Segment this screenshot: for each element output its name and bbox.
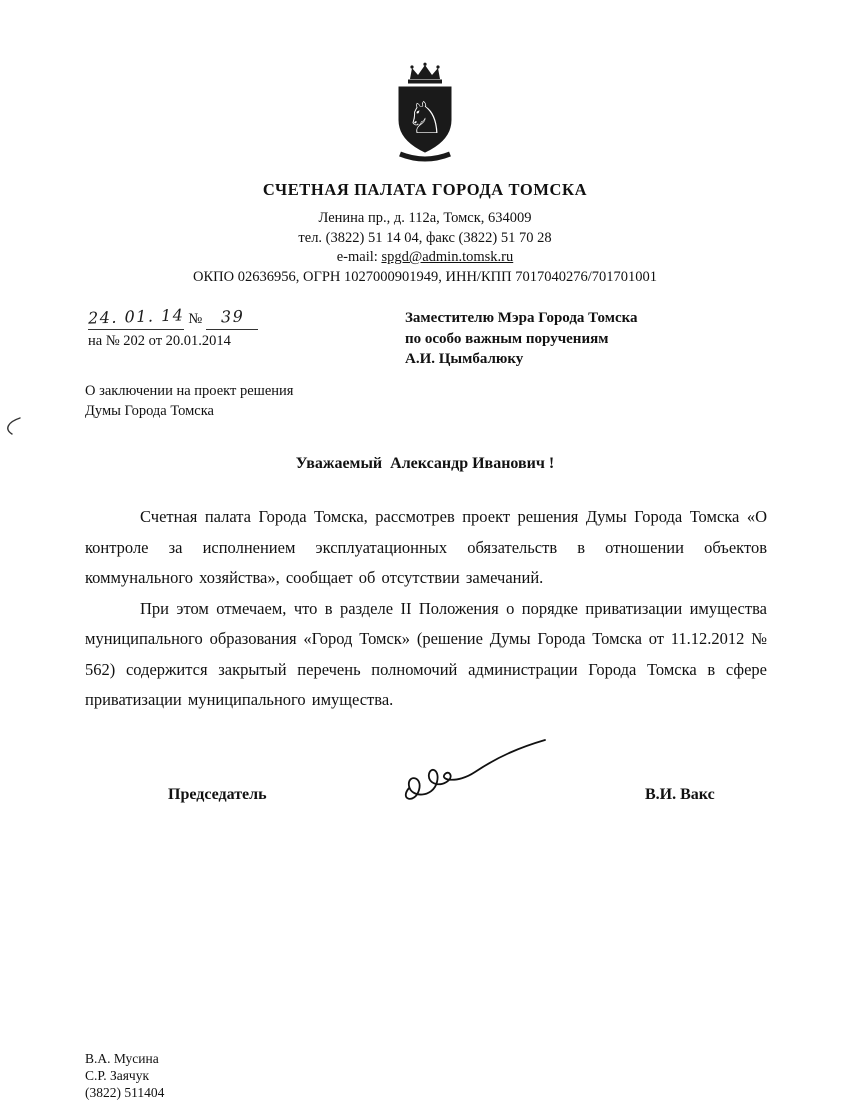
addressee-line-3: А.И. Цымбалюку: [405, 351, 524, 367]
letter-body: [85, 502, 767, 716]
email-address: spgd@admin.tomsk.ru: [381, 249, 514, 265]
outgoing-line: [88, 306, 258, 330]
subject-line-1: О заключении на проект решения: [85, 383, 294, 399]
body-paragraph-2: При этом отмечаем, что в разделе II Положения о порядке приватизации имущества муниципального образования «Город Томск» (решение Думы Города Томска от 11.12.2012 № 562) содержится закрытый перечень полномочий администрации Города Томска в сфере приватизации муниципального имущества.: [85, 598, 767, 709]
subject-line-2: Думы Города Томска: [85, 403, 214, 419]
addressee-block: [405, 308, 638, 370]
addressee-line-1: Заместителю Мэра Города Томска: [405, 310, 638, 326]
org-registration: ОКПО 02636956, ОГРН 1027000901949, ИНН/КПП 7017040276/701701001: [193, 268, 657, 285]
addressee-line-2: по особо важным поручениям: [405, 330, 609, 347]
handwritten-signature-icon: [385, 736, 553, 808]
salutation: Уважаемый Александр Иванович !: [295, 455, 555, 472]
footer-contact-2: С.Р. Заячук: [85, 1068, 150, 1083]
email-label: e-mail:: [336, 249, 382, 265]
reply-reference: на № 202 от 20.01.2014: [88, 333, 231, 349]
footer-contact-3: (3822) 511404: [85, 1085, 165, 1100]
tomsk-emblem-icon: [385, 62, 465, 164]
signer-title: Председатель: [168, 786, 267, 803]
reference-block: [88, 306, 258, 352]
stray-pen-mark: [2, 415, 26, 439]
org-address: Ленина пр., д. 112а, Томск, 634009: [318, 210, 532, 226]
org-name-title: СЧЕТНАЯ ПАЛАТА ГОРОДА ТОМСКА: [262, 180, 588, 199]
footer-contact-1: В.А. Мусина: [85, 1051, 159, 1066]
letterhead-contact-block: [0, 209, 850, 287]
org-phone: тел. (3822) 51 14 04, факс (3822) 51 70 28: [298, 229, 552, 246]
horse-icon: ♘: [405, 93, 445, 144]
body-paragraph-1: Счетная палата Города Томска, рассмотрев проект решения Думы Города Томска «О контроле за исполнением эксплуатационных обязательств в отношении объектов коммунального хозяйства», сообщает об отсутствии замечаний.: [85, 507, 767, 587]
outgoing-date-handwritten: 24. 01. 14: [87, 305, 185, 328]
signer-name: В.И. Вакс: [645, 786, 715, 803]
footer-contacts: [85, 1050, 164, 1100]
outgoing-number-handwritten: 39: [220, 306, 245, 327]
subject-block: [85, 381, 293, 421]
org-email-line: [0, 248, 850, 268]
number-sign: №: [188, 311, 203, 327]
